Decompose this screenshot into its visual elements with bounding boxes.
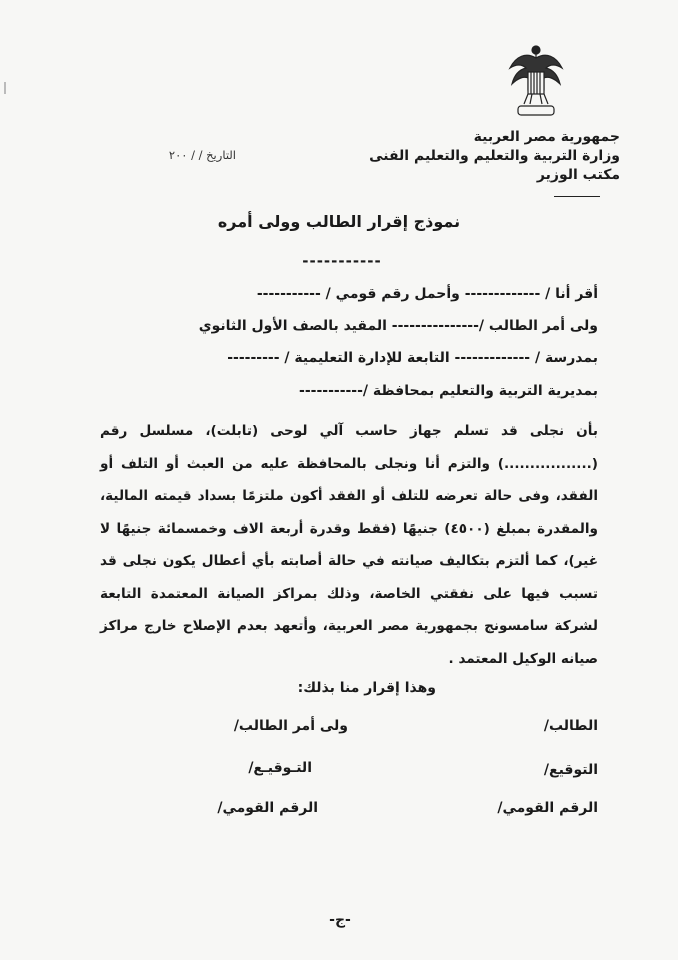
directorate-line: بمديرية التربية والتعليم بمحافظة /----------- [299, 383, 598, 399]
page-number: -ج- [329, 912, 351, 928]
school-line: بمدرسة / ------------- التابعة للإدارة التعليمية / --------- [227, 350, 598, 366]
guardian-signature-label: التـوقيـع/ [248, 760, 312, 776]
header-ministry: وزارة التربية والتعليم والتعليم الفنى [369, 148, 620, 164]
ministry-header [360, 128, 620, 185]
header-office: مكتب الوزير [536, 167, 620, 183]
header-divider [554, 196, 600, 197]
guardian-label: ولى أمر الطالب/ [233, 718, 348, 734]
header-country: جمهورية مصر العربية [473, 129, 620, 145]
declarant-line: أقر أنا / ------------- وأحمل رقم قومي / ----------- [256, 286, 598, 302]
guardian-line: ولى أمر الطالب /--------------- المقيد بالصف الأول الثانوي [198, 318, 598, 334]
promise-statement: وهذا إقرار منا بذلك: [297, 680, 436, 696]
title-underline: ----------- [302, 252, 382, 270]
student-label: الطالب/ [543, 718, 598, 734]
student-national-id-label: الرقم القومي/ [497, 800, 598, 816]
date-field: التاريخ / / ٢٠٠ [168, 148, 236, 162]
student-signature-label: التوقيع/ [543, 762, 598, 778]
declaration-body: بأن نجلى قد تسلم جهاز حاسب آلي لوحى (تابلت)، مسلسل رقم (.................) والتزم أنا ونجلى بالمحافظة عليه من العبث أو التلف أو الفقد، وفى حالة تعرضه للتلف أو الفقد أكون ملتزمًا بسداد قيمته المالية، والمقدرة بمبلغ (٤٥٠٠) جنيهًا (فقط وقدرة أربعة الاف وخمسمائة جنيهًا لا غير)، كما ألتزم بتكاليف صيانته في حالة أصابته بأي أعطال يكون نجلى قد تسبب فيها على نفقتي الخاصة، وذلك بمراكز الصيانة المعتمدة التابعة لشركة سامسونج بجمهورية مصر العربية، وأتعهد بعدم الإصلاح خارج مراكز صيانه الوكيل المعتمد . [100, 423, 598, 667]
scan-mark [4, 82, 6, 94]
egypt-eagle-emblem-icon [506, 42, 566, 124]
form-title: نموذج إقرار الطالب وولى أمره [217, 212, 461, 231]
guardian-national-id-label: الرقم القومي/ [217, 800, 318, 816]
